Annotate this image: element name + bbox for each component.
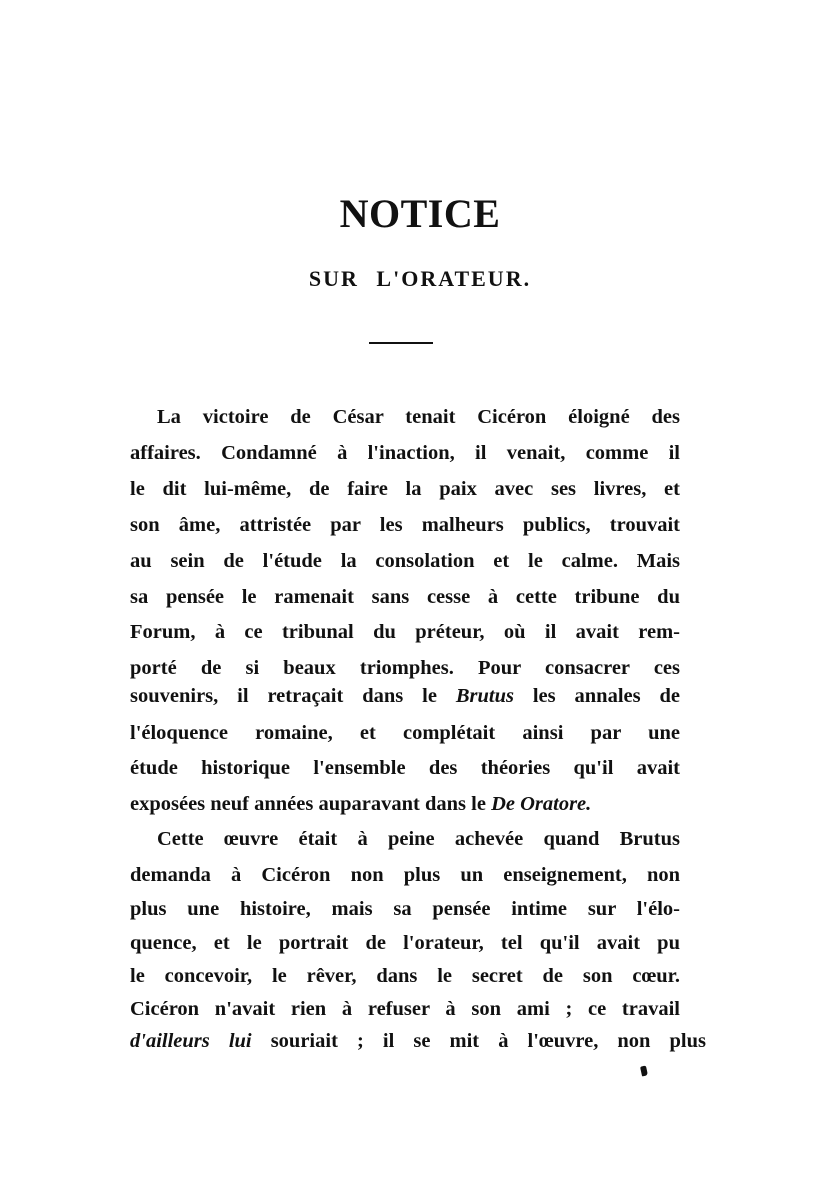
de-oratore-title: De Oratore. bbox=[491, 793, 592, 815]
page-title: NOTICE bbox=[339, 191, 501, 236]
paragraph-1-line-12-start: exposées neuf années auparavant dans le bbox=[130, 793, 492, 815]
page-subtitle: SUR L'ORATEUR. bbox=[308, 266, 532, 291]
paragraph-1-line-11: étude historique l'ensemble des théories qu'il avait bbox=[130, 757, 680, 779]
paragraph-2-line-5: le concevoir, le rêver, dans le secret de son cœur. bbox=[130, 965, 680, 987]
paragraph-1-line-2: affaires. Condamné à l'inaction, il venait, comme il bbox=[130, 442, 680, 464]
ink-mark bbox=[640, 1065, 648, 1076]
paragraph-2-line-6: Cicéron n'avait rien à refuser à son ami ; ce travail bbox=[130, 998, 680, 1020]
paragraph-1-line-5: au sein de l'étude la consolation et le calme. Mais bbox=[130, 550, 680, 572]
paragraph-2-line-2: demanda à Cicéron non plus un enseignement, non bbox=[130, 864, 680, 886]
paragraph-1-line-1: La victoire de César tenait Cicéron éloigné des bbox=[157, 406, 680, 428]
paragraph-1-line-6: sa pensée le ramenait sans cesse à cette tribune du bbox=[130, 586, 680, 608]
paragraph-2-line-7-italic: d'ailleurs lui bbox=[130, 1030, 252, 1052]
paragraph-1-line-8: porté de si beaux triomphes. Pour consacrer ces bbox=[130, 657, 680, 679]
title-divider bbox=[369, 342, 433, 344]
paragraph-2-line-3: plus une histoire, mais sa pensée intime sur l'élo- bbox=[130, 898, 680, 920]
paragraph-1-line-9-end: les annales de bbox=[513, 685, 680, 707]
brutus-title: Brutus bbox=[455, 685, 514, 707]
paragraph-1-line-3: le dit lui-même, de faire la paix avec ses livres, et bbox=[130, 478, 680, 500]
paragraph-1-line-9 bbox=[130, 679, 680, 713]
paragraph-2-line-7 bbox=[130, 1024, 706, 1058]
paragraph-1-line-10: l'éloquence romaine, et complétait ainsi par une bbox=[130, 722, 680, 744]
paragraph-1-line-7: Forum, à ce tribunal du préteur, où il avait rem- bbox=[130, 621, 680, 643]
paragraph-2-line-4: quence, et le portrait de l'orateur, tel qu'il avait pu bbox=[130, 932, 680, 954]
paragraph-1-line-9-start: souvenirs, il retraçait dans le bbox=[130, 685, 456, 707]
paragraph-1-line-12 bbox=[130, 787, 680, 821]
paragraph-2-line-7-end: souriait ; il se mit à l'œuvre, non plus bbox=[251, 1030, 707, 1052]
paragraph-2-line-1: Cette œuvre était à peine achevée quand Brutus bbox=[157, 828, 680, 850]
paragraph-1-line-4: son âme, attristée par les malheurs publics, trouvait bbox=[130, 514, 680, 536]
